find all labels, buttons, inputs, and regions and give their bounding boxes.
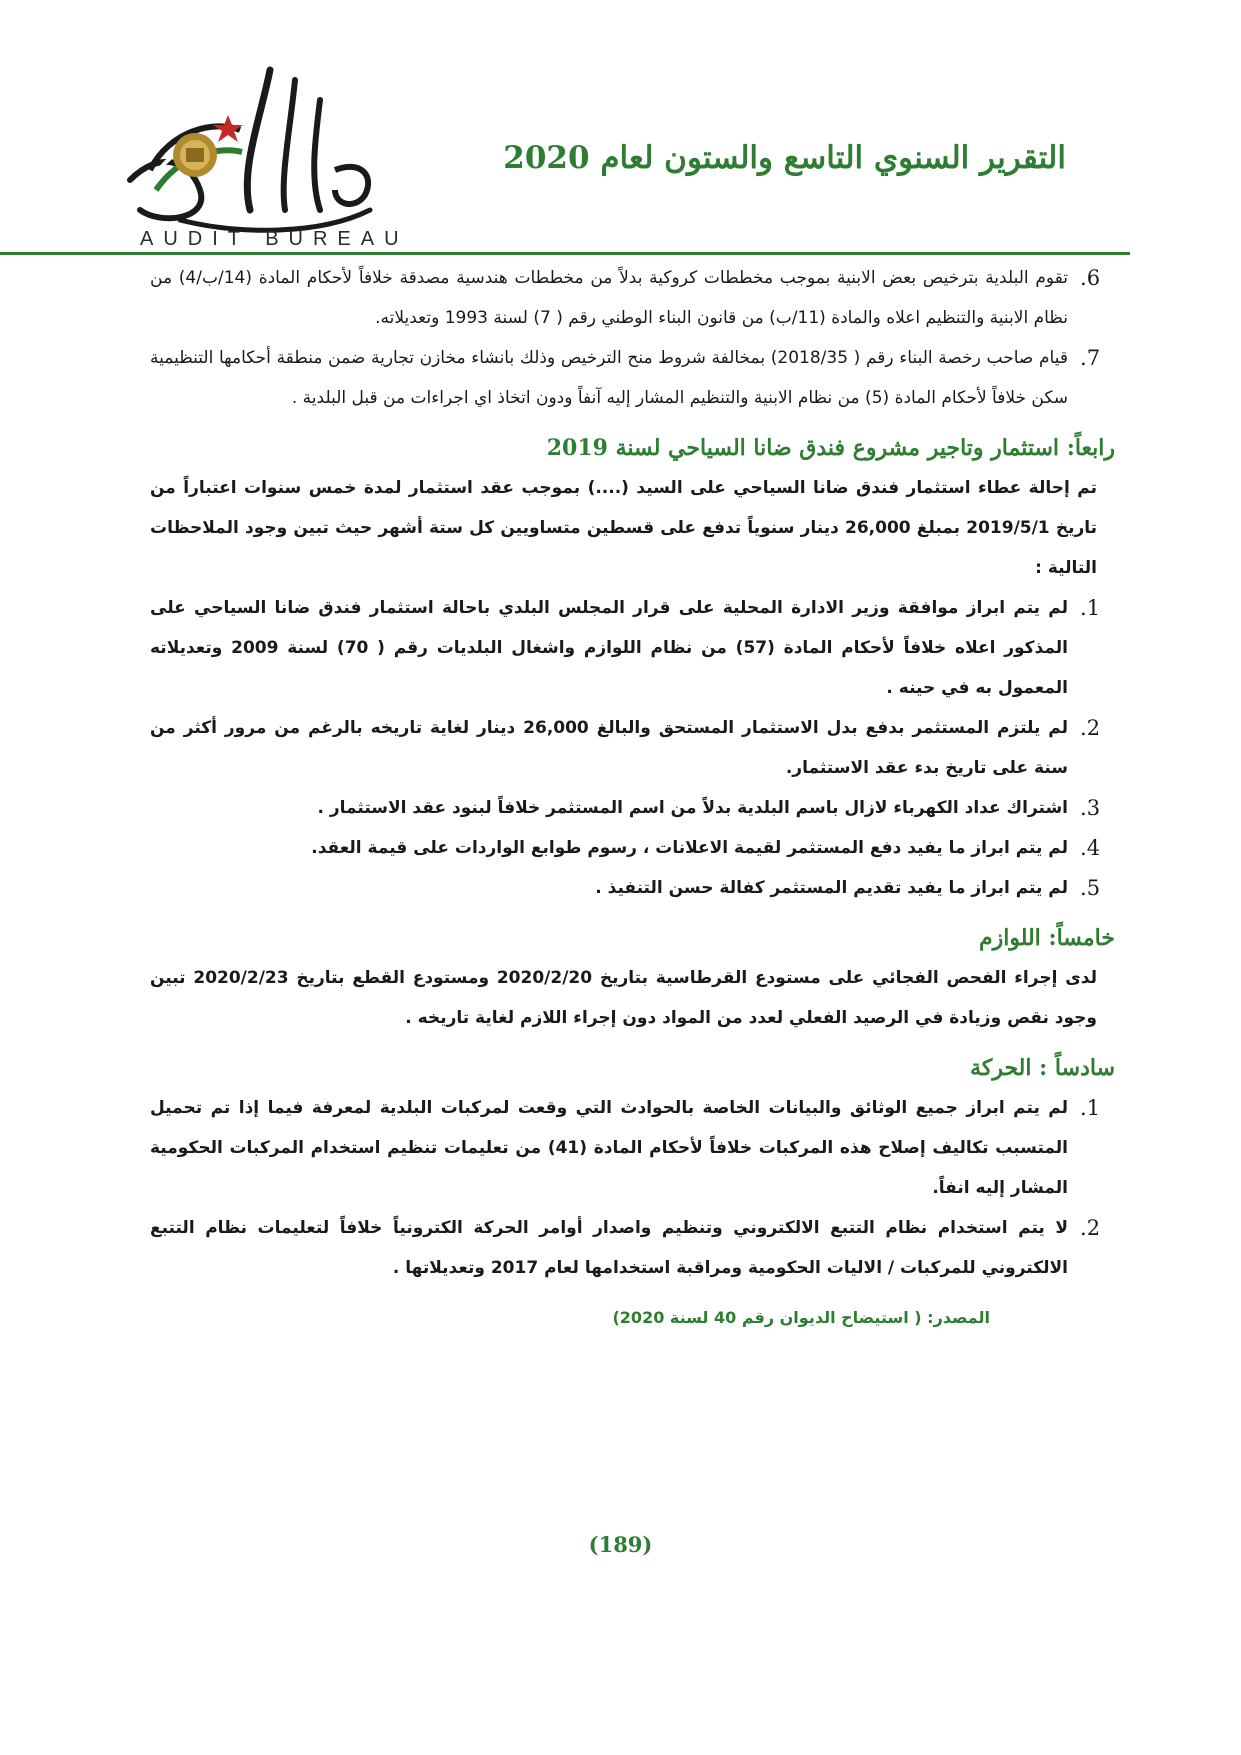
list-item — [150, 1088, 1115, 1208]
page-number: (189) — [588, 1532, 653, 1557]
item-text: لم يتم ابراز ما يفيد تقديم المستثمر كفالة حسن التنفيذ . — [595, 878, 1068, 898]
header-divider — [0, 252, 1130, 255]
section-heading-supplies: خامساً: اللوازم — [978, 925, 1115, 951]
list-item — [150, 708, 1115, 788]
section-heading-vehicles: سادساً : الحركة — [970, 1055, 1115, 1081]
item-number: 1. — [1080, 596, 1101, 620]
item-text: لم يتم ابراز جميع الوثائق والبيانات الخاصة بالحوادث التي وقعت لمركبات البلدية لمعرفة فيما إذا تم تحميل المتسبب تكاليف إصلاح هذه المركبات خلافاً لأحكام المادة (41) من تعليمات تنظيم استخدام المركبات الحكومية المشار إليه انفاً. — [150, 1098, 1068, 1198]
item-number: 5. — [1080, 876, 1101, 900]
item-text: تقوم البلدية بترخيص بعض الابنية بموجب مخططات كروكية بدلاً من مخططات هندسية مصدقة خلافاً لأحكام المادة (14/ب/4) من نظام الابنية والتنظيم اعلاه والمادة (11/ب) من قانون البناء الوطني رقم ( 7) لسنة 1993 وتعديلاته. — [150, 268, 1068, 328]
item-text: لم يتم ابراز موافقة وزير الادارة المحلية على قرار المجلس البلدي باحالة استثمار فندق ضانا السياحي على المذكور اعلاه خلافاً لأحكام المادة (57) من نظام اللوازم واشغال البلديات رقم ( 70) لسنة 2009 وتعديلاته المعمول به في حينه . — [150, 598, 1068, 698]
item-text: قيام صاحب رخصة البناء رقم ( 2018/35) بمخالفة شروط منح الترخيص وذلك بانشاء مخازن تجارية ضمن منطقة أحكامها التنظيمية سكن خلافاً لأحكام المادة (5) من نظام الابنية والتنظيم المشار إليه آنفاً ودون اتخاذ اي اجراءات من قبل البلدية . — [150, 348, 1068, 408]
logo-text: AUDIT BUREAU — [140, 228, 409, 250]
list-item — [150, 828, 1115, 868]
item-number: 2. — [1080, 1216, 1101, 1240]
list-item — [150, 258, 1115, 338]
item-text: اشتراك عداد الكهرباء لازال باسم البلدية بدلاً من اسم المستثمر خلافاً لبنود عقد الاستثمار . — [317, 798, 1068, 818]
page-content — [150, 258, 1115, 1338]
list-item — [150, 588, 1115, 708]
item-number: 3. — [1080, 796, 1101, 820]
list-item — [150, 868, 1115, 908]
source-note: المصدر: ( استيضاح الديوان رقم 40 لسنة 2020) — [612, 1308, 990, 1327]
item-number: 4. — [1080, 836, 1101, 860]
page-header — [0, 0, 1241, 260]
item-number: 1. — [1080, 1096, 1101, 1120]
item-text: لا يتم استخدام نظام التتبع الالكتروني وتنظيم واصدار أوامر الحركة الكترونياً خلافاً لتعليمات نظام التتبع الالكتروني للمركبات / الاليات الحكومية ومراقبة استخدامها لعام 2017 وتعديلاتها . — [150, 1218, 1068, 1278]
item-text: لم يلتزم المستثمر بدفع بدل الاستثمار المستحق والبالغ 26,000 دينار لغاية تاريخه بالرغم من مرور أكثر من سنة على تاريخ بدء عقد الاستثمار. — [150, 718, 1068, 778]
list-item — [150, 788, 1115, 828]
item-number: 7. — [1080, 346, 1101, 370]
item-number: 6. — [1080, 266, 1101, 290]
list-item — [150, 1208, 1115, 1288]
item-number: 2. — [1080, 716, 1101, 740]
section-text: لدى إجراء الفحص الفجائي على مستودع القرطاسية بتاريخ 2020/2/20 ومستودع القطع بتاريخ 2020/2/23 تبين وجود نقص وزيادة في الرصيد الفعلي لعدد من المواد دون إجراء اللازم لغاية تاريخه . — [150, 968, 1097, 1028]
report-title: التقرير السنوي التاسع والستون لعام 2020 — [503, 140, 1066, 176]
section-intro: تم إحالة عطاء استثمار فندق ضانا السياحي على السيد (....) بموجب عقد استثمار لمدة خمس سنوات اعتباراً من تاريخ 2019/5/1 بمبلغ 26,000 دينار سنوياً تدفع على قسطين متساويين كل ستة أشهر حيث تبين وجود الملاحظات التالية : — [150, 478, 1098, 578]
item-text: لم يتم ابراز ما يفيد دفع المستثمر لقيمة الاعلانات ، رسوم طوابع الواردات على قيمة العقد. — [311, 838, 1068, 858]
list-item — [150, 338, 1115, 418]
section-heading-investment: رابعاً: استثمار وتاجير مشروع فندق ضانا السياحي لسنة 2019 — [546, 435, 1115, 461]
